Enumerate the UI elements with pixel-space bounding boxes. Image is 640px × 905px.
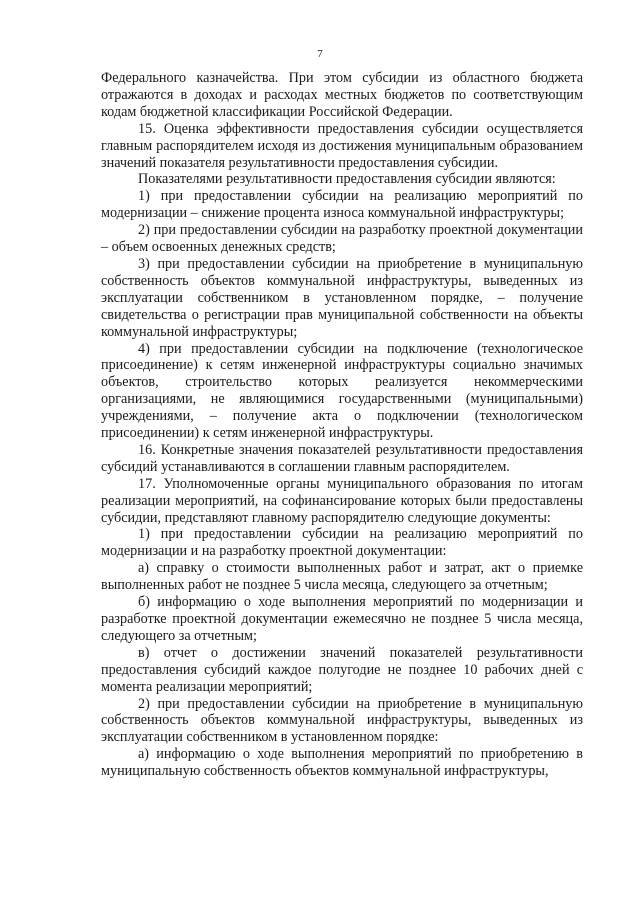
document-body [101, 70, 583, 780]
paragraph: б) информацию о ходе выполнения мероприятий по модернизации и разработке проектной документации ежемесячно не позднее 5 числа месяца, следующего за отчетным; [101, 594, 583, 644]
paragraph: а) информацию о ходе выполнения мероприятий по приобретению в муниципальную собственность объектов коммунальной инфраструктуры, [101, 746, 583, 780]
paragraph: 3) при предоставлении субсидии на приобретение в муниципальную собственность объектов коммунальной инфраструктуры, выведенных из эксплуатации собственником в установленном порядке, – получение свидетельства о регистрации прав муниципальной собственности на объекты коммунальной инфраструктуры; [101, 255, 583, 340]
paragraph: Федерального казначейства. При этом субсидии из областного бюджета отражаются в доходах и расходах местных бюджетов по соответствующим кодам бюджетной классификации Российской Федерации. [101, 70, 583, 120]
paragraph: Показателями результативности предоставления субсидии являются: [138, 171, 556, 188]
paragraph: 15. Оценка эффективности предоставления субсидии осуществляется главным распорядителем исходя из достижения муниципальным образованием значений показателя результативности предоставления субсидии. [101, 120, 583, 171]
paragraph: 4) при предоставлении субсидии на подключение (технологическое присоединение) к сетям инженерной инфраструктуры социально значимых объектов, строительство которых реализуется некоммерческими организациями, не являющимися государственными (муниципальными) учреждениями, – получение акта о подключении (технологическом присоединении) к сетям инженерной инфраструктуры. [101, 340, 583, 442]
paragraph: 1) при предоставлении субсидии на реализацию мероприятий по модернизации и на разработку проектной документации: [101, 526, 583, 560]
paragraph: а) справку о стоимости выполненных работ и затрат, акт о приемке выполненных работ не позднее 5 числа месяца, следующего за отчетным; [101, 560, 583, 594]
paragraph: в) отчет о достижении значений показателей результативности предоставления субсидий каждое полугодие не позднее 10 рабочих дней с момента реализации мероприятий; [101, 644, 583, 695]
paragraph: 2) при предоставлении субсидии на приобретение в муниципальную собственность объектов коммунальной инфраструктуры, выведенных из эксплуатации собственником в установленном порядке: [101, 695, 583, 746]
paragraph: 1) при предоставлении субсидии на реализацию мероприятий по модернизации – снижение процента износа коммунальной инфраструктуры; [101, 188, 583, 222]
paragraph: 16. Конкретные значения показателей результативности предоставления субсидий устанавливаются в соглашении главным распорядителем. [101, 441, 583, 475]
page-number: 7 [317, 48, 323, 60]
paragraph: 2) при предоставлении субсидии на разработку проектной документации – объем освоенных денежных средств; [101, 222, 583, 256]
paragraph: 17. Уполномоченные органы муниципального образования по итогам реализации мероприятий, на софинансирование которых были предоставлены субсидии, представляют главному распорядителю следующие документы: [101, 475, 583, 526]
